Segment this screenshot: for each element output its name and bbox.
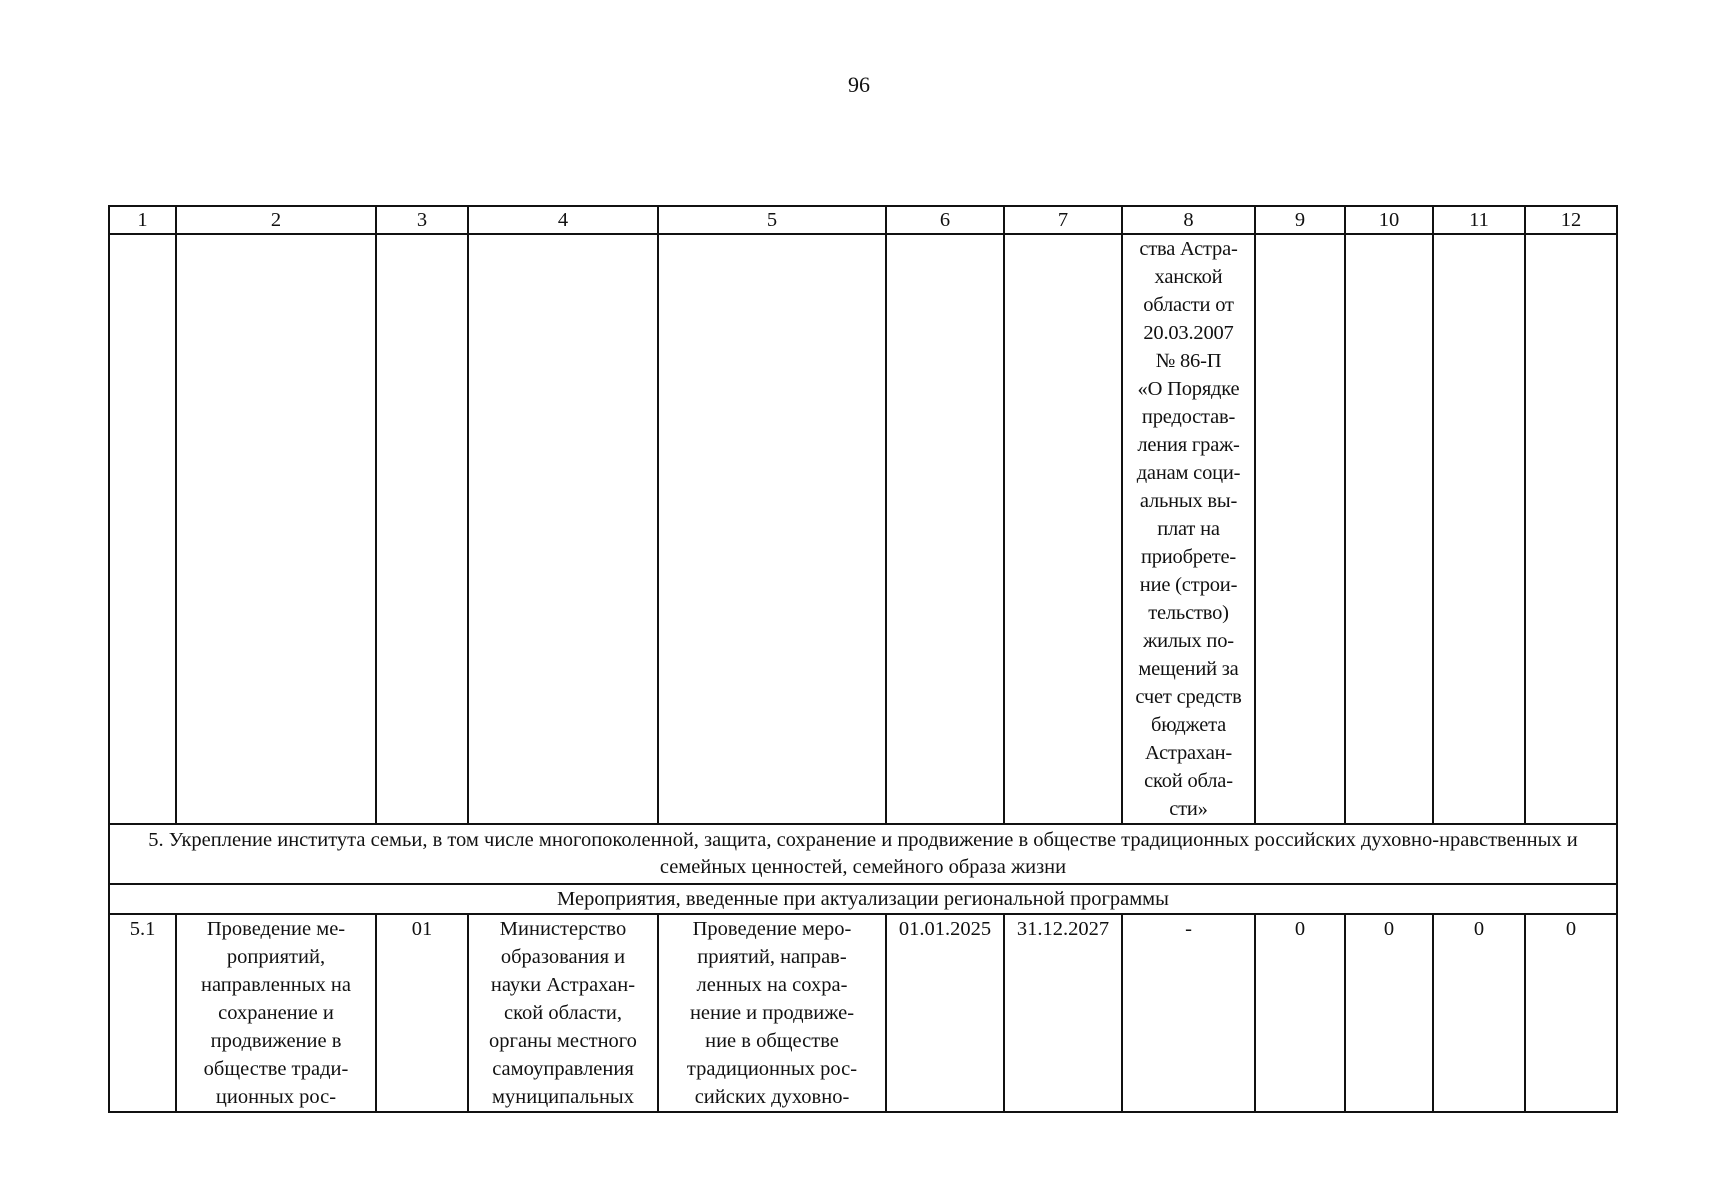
cont-cell-9 (1255, 234, 1345, 824)
cont-cell-12 (1525, 234, 1617, 824)
section-5-row (109, 824, 1617, 884)
column-number-row (109, 206, 1617, 234)
header-cell-10: 10 (1345, 206, 1433, 234)
header-cell-11: 11 (1433, 206, 1525, 234)
header-cell-8: 8 (1122, 206, 1255, 234)
header-cell-2: 2 (176, 206, 376, 234)
start-date-cell: 01.01.2025 (886, 914, 1004, 1112)
reference-cell: - (1122, 914, 1255, 1112)
cont-cell-7 (1004, 234, 1122, 824)
result-cell: Проведение меро- приятий, направ- ленных на сохра- нение и продвиже- ние в обществе традиционных рос- сийских духовно- (658, 914, 886, 1112)
header-cell-12: 12 (1525, 206, 1617, 234)
measure-name-cell: Проведение ме- роприятий, направленных на сохранение и продвижение в обществе тради- ционных рос- (176, 914, 376, 1112)
header-cell-4: 4 (468, 206, 658, 234)
executor-cell: Министерство образования и науки Астрахан- ской области, органы местного самоуправления муниципальных (468, 914, 658, 1112)
cont-cell-5 (658, 234, 886, 824)
cont-cell-10 (1345, 234, 1433, 824)
cont-cell-4 (468, 234, 658, 824)
cont-cell-8-legal-reference: ства Астра- ханской области от 20.03.2007 № 86-П «О Порядке предостав- ления граж- данам соци- альных вы- плат на приобрете- ние (строи- тельство) жилых по- мещений за счет средств бюджета Астрахан- ской обла- сти» (1122, 234, 1255, 824)
cont-cell-11 (1433, 234, 1525, 824)
value-cell-10: 0 (1345, 914, 1433, 1112)
cont-cell-3 (376, 234, 468, 824)
header-cell-5: 5 (658, 206, 886, 234)
header-cell-6: 6 (886, 206, 1004, 234)
row-number-cell: 5.1 (109, 914, 176, 1112)
subsection-row (109, 884, 1617, 914)
end-date-cell: 31.12.2027 (1004, 914, 1122, 1112)
code-cell: 01 (376, 914, 468, 1112)
header-cell-3: 3 (376, 206, 468, 234)
section-5-heading: 5. Укрепление института семьи, в том числе многопоколенной, защита, сохранение и продвижение в обществе традиционных российских духовно-нравственных и семейных ценностей, семейного образа жизни (109, 824, 1617, 884)
program-table (108, 205, 1618, 1113)
header-cell-1: 1 (109, 206, 176, 234)
cont-cell-1 (109, 234, 176, 824)
continuation-row (109, 234, 1617, 824)
cont-cell-2 (176, 234, 376, 824)
value-cell-9: 0 (1255, 914, 1345, 1112)
header-cell-9: 9 (1255, 206, 1345, 234)
page-number: 96 (848, 72, 870, 97)
value-cell-12: 0 (1525, 914, 1617, 1112)
table-row-5-1 (109, 914, 1617, 1112)
value-cell-11: 0 (1433, 914, 1525, 1112)
subsection-heading: Мероприятия, введенные при актуализации региональной программы (109, 884, 1617, 914)
cont-cell-6 (886, 234, 1004, 824)
header-cell-7: 7 (1004, 206, 1122, 234)
